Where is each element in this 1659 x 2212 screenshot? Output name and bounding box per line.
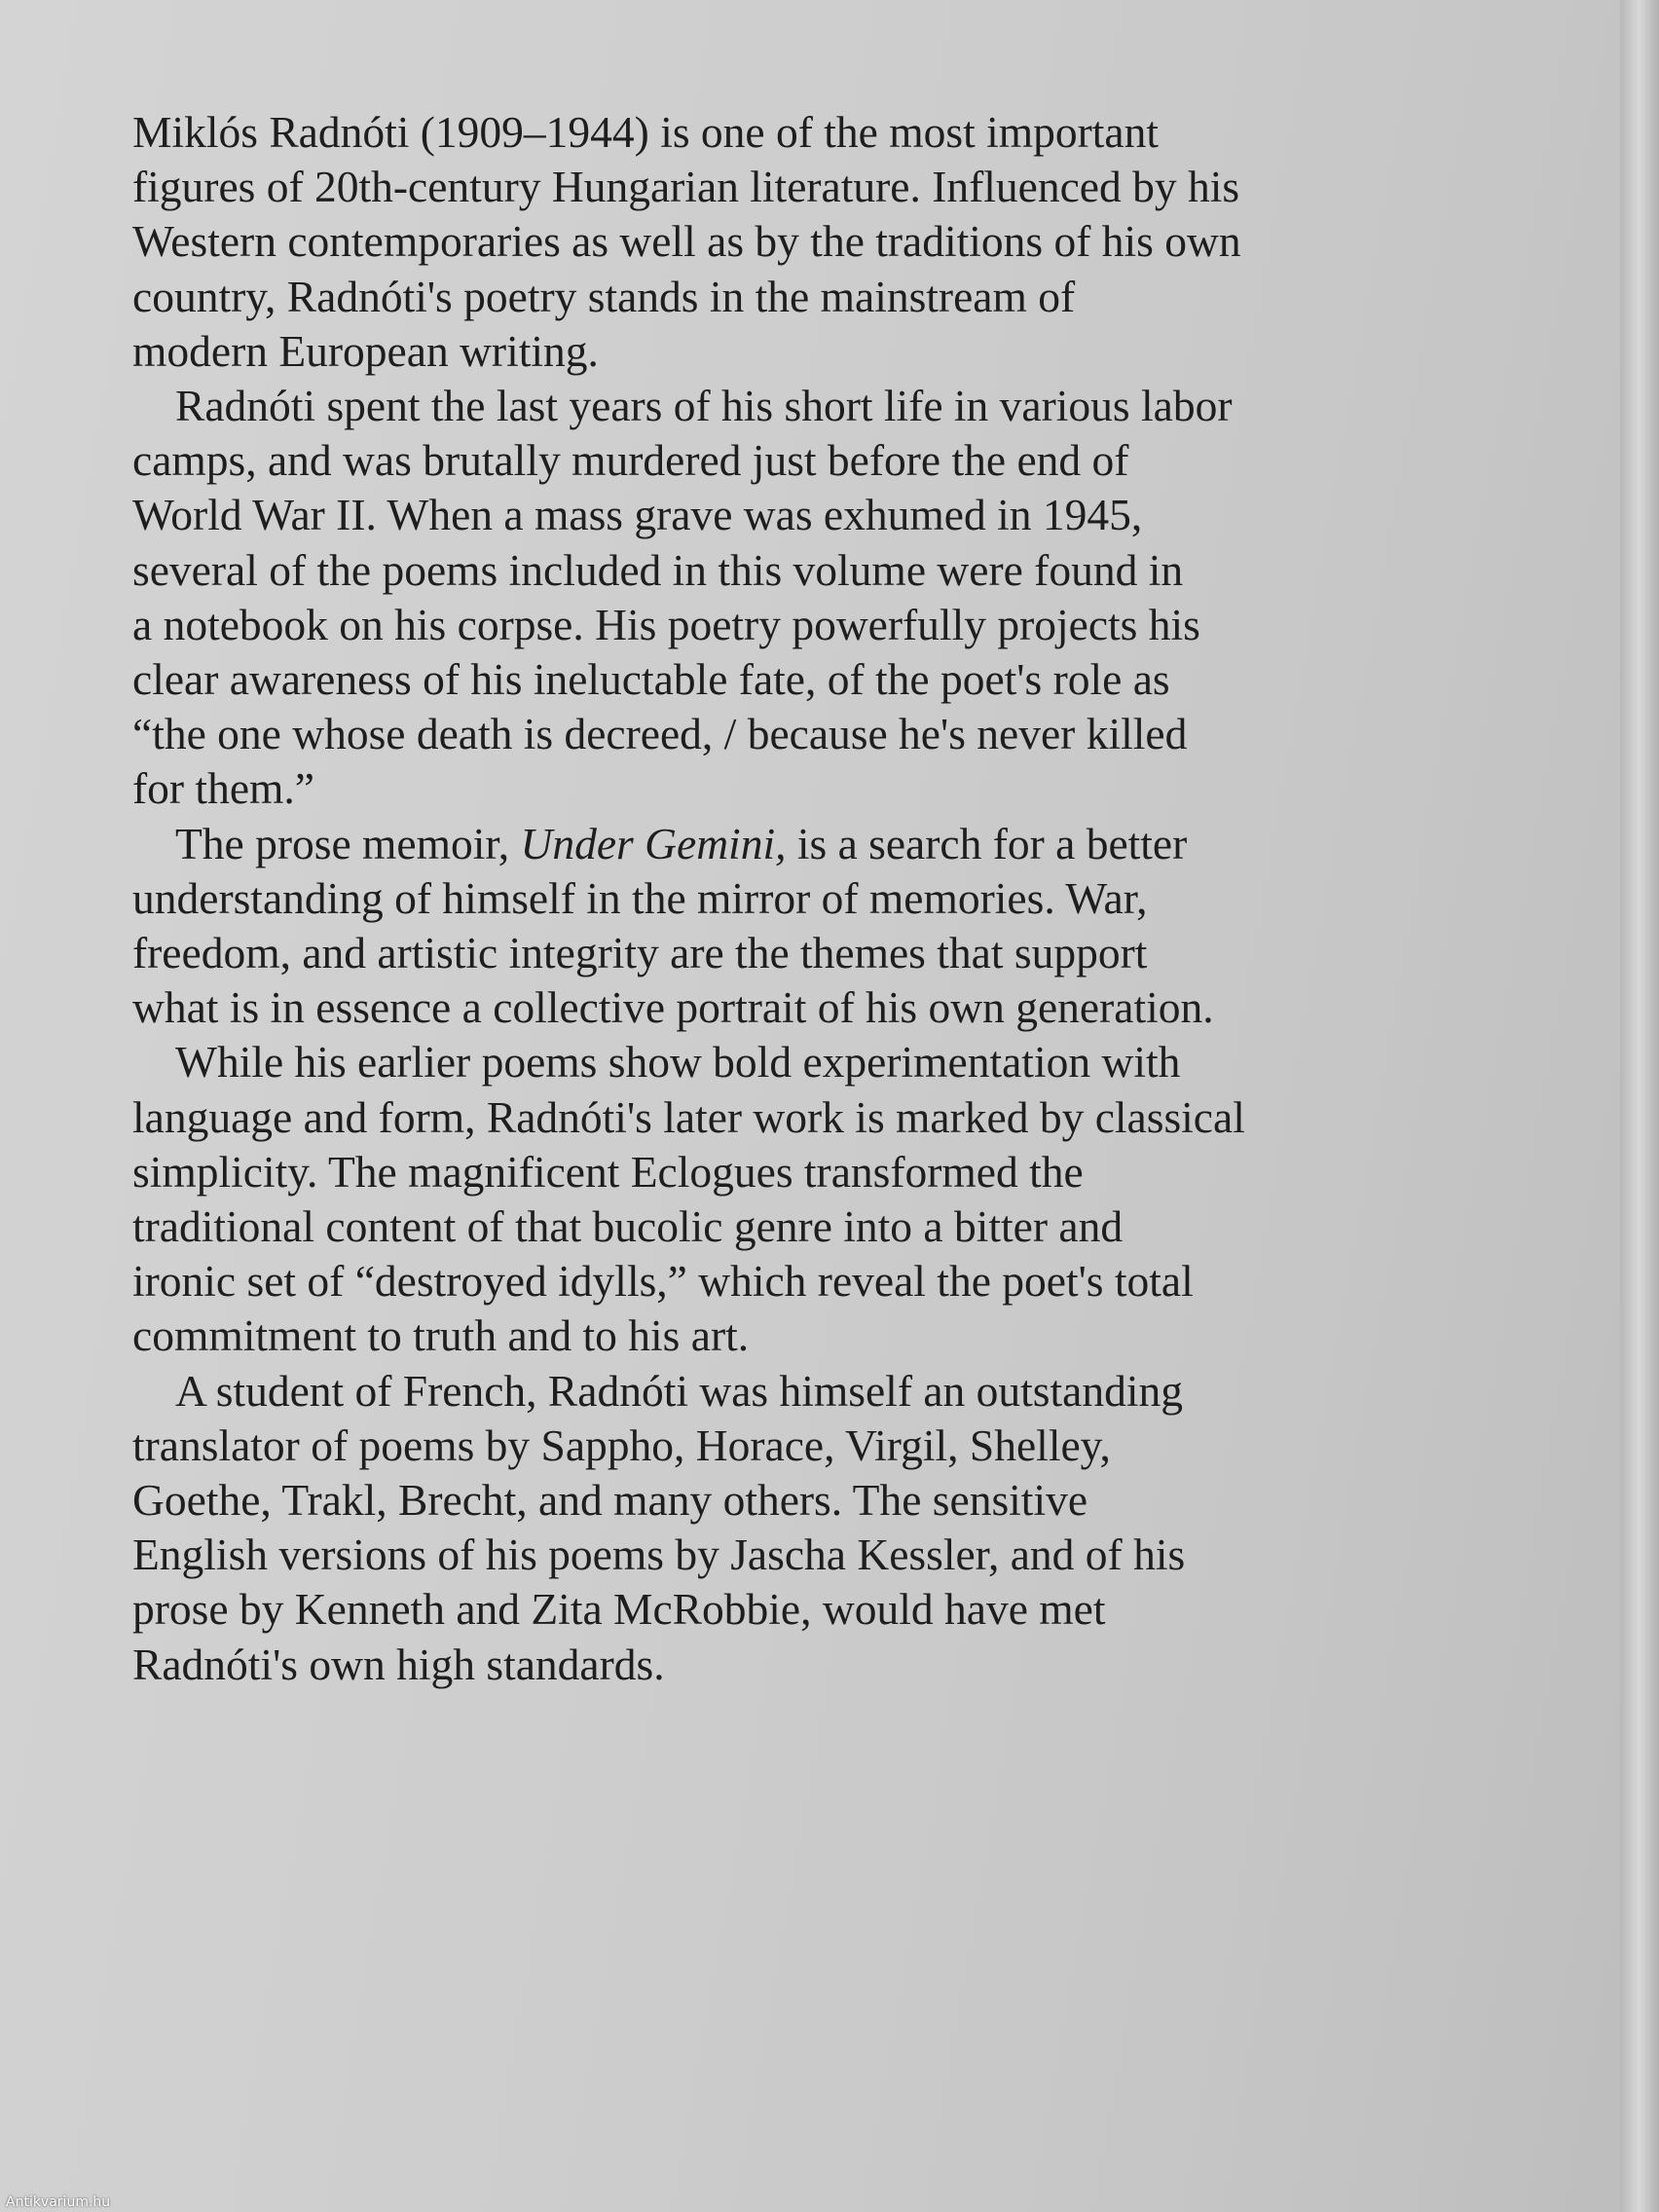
text-fragment: The prose memoir, — [175, 818, 521, 868]
paragraph-5 — [132, 1364, 1398, 1692]
text-line: for them.” — [132, 763, 314, 814]
text-line: simplicity. The magnificent Eclogues transformed the — [132, 1146, 1084, 1197]
paragraph-1 — [132, 105, 1398, 379]
text-line: World War II. When a mass grave was exhumed in 1945, — [132, 490, 1143, 540]
text-line: translator of poems by Sappho, Horace, Virgil, Shelley, — [132, 1419, 1111, 1470]
text-line: clear awareness of his ineluctable fate, of the poet's role as — [132, 654, 1170, 705]
text-line: commitment to truth and to his art. — [132, 1310, 750, 1361]
text-fragment: is a search for a better — [786, 818, 1188, 868]
paragraph-2 — [132, 379, 1398, 817]
text-line: Radnóti spent the last years of his short life in various labor — [175, 381, 1233, 431]
text-line: freedom, and artistic integrity are the themes that support — [132, 928, 1148, 978]
text-line: While his earlier poems show bold experimentation with — [175, 1037, 1181, 1088]
text-line: ironic set of “destroyed idylls,” which reveal the poet's total — [132, 1256, 1194, 1307]
text-line: modern European writing. — [132, 325, 599, 376]
text-line: Western contemporaries as well as by the traditions of his own — [132, 216, 1241, 267]
text-line: language and form, Radnóti's later work is marked by classical — [132, 1091, 1245, 1142]
watermark: Antikvarium.hu — [6, 2194, 111, 2210]
paragraph-3 — [132, 817, 1398, 1036]
book-title: Under Gemini, — [520, 818, 787, 868]
text-line: what is in essence a collective portrait of his own generation. — [132, 982, 1214, 1033]
text-line: “the one whose death is decreed, / because he's never killed — [132, 709, 1188, 759]
text-line: traditional content of that bucolic genre into a bitter and — [132, 1201, 1124, 1252]
text-line: prose by Kenneth and Zita McRobbie, would have met — [132, 1584, 1106, 1635]
text-line: Miklós Radnóti (1909–1944) is one of the most important — [132, 107, 1160, 157]
paragraph-4 — [132, 1035, 1398, 1363]
text-line: understanding of himself in the mirror of memories. War, — [132, 872, 1148, 923]
text-line: Radnóti's own high standards. — [132, 1639, 665, 1689]
page-edge-shadow — [1620, 0, 1659, 2212]
text-line: camps, and was brutally murdered just before the end of — [132, 435, 1129, 486]
text-line: a notebook on his corpse. His poetry powerfully projects his — [132, 599, 1200, 649]
text-line: English versions of his poems by Jascha Kessler, and of his — [132, 1530, 1186, 1580]
text-line: figures of 20th-century Hungarian literature. Influenced by his — [132, 162, 1240, 212]
blurb-text — [132, 105, 1398, 1692]
text-line: several of the poems included in this volume were found in — [132, 544, 1184, 595]
text-line: country, Radnóti's poetry stands in the mainstream of — [132, 271, 1076, 321]
text-line: A student of French, Radnóti was himself an outstanding — [175, 1365, 1183, 1416]
text-line: Goethe, Trakl, Brecht, and many others. The sensitive — [132, 1475, 1088, 1526]
text-line-with-title — [132, 817, 1398, 871]
